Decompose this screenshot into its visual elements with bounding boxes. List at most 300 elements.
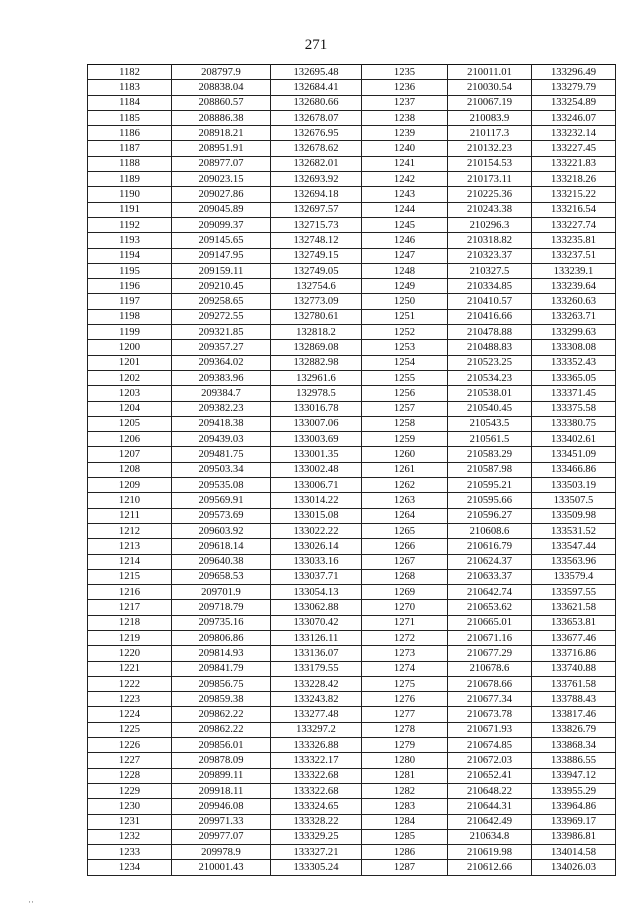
table-row [88,493,616,508]
x-coordinate-right: 210561.5 [448,432,532,447]
x-coordinate-left: 209859.38 [172,692,271,707]
x-coordinate-right: 210642.74 [448,585,532,600]
y-coordinate-left: 133062.88 [271,600,362,615]
point-number-right: 1269 [362,585,448,600]
table-row [88,80,616,95]
y-coordinate-left: 133015.08 [271,508,362,523]
x-coordinate-left: 208838.04 [172,80,271,95]
x-coordinate-left: 209718.79 [172,600,271,615]
y-coordinate-right: 133947.12 [532,768,616,783]
x-coordinate-right: 210608.6 [448,523,532,538]
table-row [88,661,616,676]
y-coordinate-left: 133322.68 [271,783,362,798]
x-coordinate-left: 209814.93 [172,646,271,661]
point-number-right: 1242 [362,172,448,187]
point-number-left: 1185 [88,110,172,125]
y-coordinate-left: 133305.24 [271,860,362,875]
point-number-left: 1221 [88,661,172,676]
x-coordinate-left: 209384.7 [172,386,271,401]
point-number-right: 1244 [362,202,448,217]
table-row [88,340,616,355]
point-number-left: 1202 [88,370,172,385]
y-coordinate-left: 133033.16 [271,554,362,569]
point-number-left: 1232 [88,829,172,844]
y-coordinate-right: 133232.14 [532,126,616,141]
x-coordinate-right: 210648.22 [448,783,532,798]
table-row [88,95,616,110]
point-number-left: 1218 [88,615,172,630]
x-coordinate-right: 210595.21 [448,478,532,493]
y-coordinate-right: 133279.79 [532,80,616,95]
y-coordinate-left: 133329.25 [271,829,362,844]
x-coordinate-right: 210323.37 [448,248,532,263]
x-coordinate-right: 210652.41 [448,768,532,783]
point-number-left: 1187 [88,141,172,156]
y-coordinate-right: 133886.55 [532,753,616,768]
coordinates-table-body [88,65,616,876]
x-coordinate-left: 209573.69 [172,508,271,523]
x-coordinate-right: 210673.78 [448,707,532,722]
x-coordinate-right: 210083.9 [448,110,532,125]
x-coordinate-right: 210478.88 [448,325,532,340]
point-number-right: 1282 [362,783,448,798]
x-coordinate-right: 210410.57 [448,294,532,309]
table-row [88,110,616,125]
x-coordinate-left: 209878.09 [172,753,271,768]
y-coordinate-left: 133070.42 [271,615,362,630]
x-coordinate-left: 209439.03 [172,432,271,447]
table-row [88,233,616,248]
point-number-left: 1217 [88,600,172,615]
y-coordinate-right: 133352.43 [532,355,616,370]
table-row [88,386,616,401]
point-number-right: 1276 [362,692,448,707]
point-number-left: 1188 [88,156,172,171]
x-coordinate-right: 210154.53 [448,156,532,171]
y-coordinate-right: 133239.1 [532,263,616,278]
x-coordinate-right: 210672.03 [448,753,532,768]
point-number-left: 1224 [88,707,172,722]
point-number-left: 1228 [88,768,172,783]
y-coordinate-left: 132693.92 [271,172,362,187]
point-number-right: 1239 [362,126,448,141]
x-coordinate-right: 210642.49 [448,814,532,829]
table-row [88,478,616,493]
point-number-left: 1225 [88,722,172,737]
table-row [88,738,616,753]
y-coordinate-left: 132882.98 [271,355,362,370]
table-row [88,126,616,141]
point-number-right: 1256 [362,386,448,401]
y-coordinate-right: 133621.58 [532,600,616,615]
point-number-left: 1229 [88,783,172,798]
x-coordinate-right: 210619.98 [448,845,532,860]
point-number-left: 1201 [88,355,172,370]
point-number-left: 1204 [88,401,172,416]
y-coordinate-right: 133509.98 [532,508,616,523]
y-coordinate-left: 132695.48 [271,65,362,80]
point-number-right: 1261 [362,462,448,477]
x-coordinate-right: 210677.29 [448,646,532,661]
x-coordinate-right: 210595.66 [448,493,532,508]
x-coordinate-left: 209899.11 [172,768,271,783]
y-coordinate-left: 132678.07 [271,110,362,125]
x-coordinate-left: 209569.91 [172,493,271,508]
x-coordinate-left: 208977.07 [172,156,271,171]
point-number-right: 1275 [362,676,448,691]
point-number-right: 1264 [362,508,448,523]
x-coordinate-left: 209862.22 [172,707,271,722]
point-number-left: 1182 [88,65,172,80]
x-coordinate-right: 210634.8 [448,829,532,844]
table-row [88,753,616,768]
x-coordinate-left: 209603.92 [172,523,271,538]
y-coordinate-right: 133254.89 [532,95,616,110]
y-coordinate-left: 132869.08 [271,340,362,355]
y-coordinate-right: 133653.81 [532,615,616,630]
x-coordinate-right: 210678.66 [448,676,532,691]
x-coordinate-left: 208860.57 [172,95,271,110]
x-coordinate-right: 210011.01 [448,65,532,80]
x-coordinate-right: 210534.23 [448,370,532,385]
y-coordinate-left: 133228.42 [271,676,362,691]
table-row [88,416,616,431]
point-number-left: 1215 [88,569,172,584]
y-coordinate-right: 133375.58 [532,401,616,416]
x-coordinate-left: 209321.85 [172,325,271,340]
table-row [88,600,616,615]
table-row [88,585,616,600]
y-coordinate-left: 133243.82 [271,692,362,707]
y-coordinate-right: 133826.79 [532,722,616,737]
point-number-left: 1200 [88,340,172,355]
point-number-left: 1189 [88,172,172,187]
point-number-left: 1223 [88,692,172,707]
y-coordinate-right: 133466.86 [532,462,616,477]
x-coordinate-right: 210225.36 [448,187,532,202]
x-coordinate-right: 210665.01 [448,615,532,630]
table-row [88,202,616,217]
y-coordinate-right: 133260.63 [532,294,616,309]
y-coordinate-left: 132818.2 [271,325,362,340]
y-coordinate-right: 133235.81 [532,233,616,248]
point-number-left: 1227 [88,753,172,768]
point-number-left: 1234 [88,860,172,875]
y-coordinate-left: 133001.35 [271,447,362,462]
x-coordinate-left: 209481.75 [172,447,271,462]
table-row [88,279,616,294]
y-coordinate-right: 133308.08 [532,340,616,355]
x-coordinate-left: 209971.33 [172,814,271,829]
y-coordinate-right: 133597.55 [532,585,616,600]
y-coordinate-right: 133817.46 [532,707,616,722]
table-row [88,722,616,737]
table-row [88,569,616,584]
x-coordinate-left: 210001.43 [172,860,271,875]
table-row [88,539,616,554]
point-number-right: 1284 [362,814,448,829]
table-row [88,187,616,202]
x-coordinate-left: 209382.23 [172,401,271,416]
x-coordinate-left: 209618.14 [172,539,271,554]
point-number-left: 1205 [88,416,172,431]
y-coordinate-left: 132682.01 [271,156,362,171]
table-row [88,156,616,171]
point-number-right: 1251 [362,309,448,324]
point-number-right: 1258 [362,416,448,431]
x-coordinate-right: 210633.37 [448,569,532,584]
y-coordinate-left: 132680.66 [271,95,362,110]
table-row [88,615,616,630]
table-row [88,355,616,370]
x-coordinate-left: 209159.11 [172,263,271,278]
y-coordinate-left: 133014.22 [271,493,362,508]
point-number-right: 1272 [362,630,448,645]
x-coordinate-right: 210674.85 [448,738,532,753]
point-number-right: 1273 [362,646,448,661]
x-coordinate-left: 209841.79 [172,661,271,676]
y-coordinate-left: 133277.48 [271,707,362,722]
point-number-left: 1197 [88,294,172,309]
point-number-right: 1250 [362,294,448,309]
x-coordinate-right: 210334.85 [448,279,532,294]
x-coordinate-right: 210540.45 [448,401,532,416]
table-row [88,462,616,477]
y-coordinate-left: 133322.17 [271,753,362,768]
y-coordinate-right: 133761.58 [532,676,616,691]
x-coordinate-right: 210653.62 [448,600,532,615]
point-number-left: 1195 [88,263,172,278]
table-row [88,263,616,278]
x-coordinate-right: 210583.29 [448,447,532,462]
point-number-right: 1286 [362,845,448,860]
table-row [88,676,616,691]
x-coordinate-left: 209856.75 [172,676,271,691]
point-number-right: 1267 [362,554,448,569]
point-number-left: 1194 [88,248,172,263]
y-coordinate-right: 133246.07 [532,110,616,125]
point-number-right: 1280 [362,753,448,768]
y-coordinate-right: 133507.5 [532,493,616,508]
x-coordinate-left: 209145.65 [172,233,271,248]
table-row [88,523,616,538]
y-coordinate-right: 133677.46 [532,630,616,645]
table-row [88,447,616,462]
point-number-right: 1252 [362,325,448,340]
table-row [88,294,616,309]
x-coordinate-right: 210587.98 [448,462,532,477]
table-row [88,630,616,645]
y-coordinate-left: 133179.55 [271,661,362,676]
y-coordinate-left: 132678.62 [271,141,362,156]
x-coordinate-right: 210327.5 [448,263,532,278]
point-number-right: 1255 [362,370,448,385]
point-number-left: 1233 [88,845,172,860]
x-coordinate-left: 209978.9 [172,845,271,860]
y-coordinate-left: 133324.65 [271,799,362,814]
x-coordinate-left: 208951.91 [172,141,271,156]
x-coordinate-left: 209357.27 [172,340,271,355]
y-coordinate-right: 133215.22 [532,187,616,202]
x-coordinate-left: 209045.89 [172,202,271,217]
y-coordinate-right: 133868.34 [532,738,616,753]
y-coordinate-right: 133740.88 [532,661,616,676]
point-number-right: 1253 [362,340,448,355]
x-coordinate-left: 209210.45 [172,279,271,294]
point-number-right: 1260 [362,447,448,462]
point-number-right: 1278 [362,722,448,737]
point-number-left: 1192 [88,217,172,232]
y-coordinate-right: 134026.03 [532,860,616,875]
point-number-right: 1268 [362,569,448,584]
x-coordinate-left: 209503.34 [172,462,271,477]
y-coordinate-left: 133326.88 [271,738,362,753]
y-coordinate-right: 133451.09 [532,447,616,462]
x-coordinate-left: 209272.55 [172,309,271,324]
x-coordinate-right: 210538.01 [448,386,532,401]
table-row [88,554,616,569]
table-row [88,401,616,416]
point-number-left: 1214 [88,554,172,569]
x-coordinate-left: 209806.86 [172,630,271,645]
x-coordinate-right: 210596.27 [448,508,532,523]
point-number-right: 1274 [362,661,448,676]
y-coordinate-right: 133547.44 [532,539,616,554]
x-coordinate-right: 210612.66 [448,860,532,875]
y-coordinate-left: 132780.61 [271,309,362,324]
y-coordinate-left: 132754.6 [271,279,362,294]
table-row [88,707,616,722]
table-row [88,141,616,156]
x-coordinate-left: 209023.15 [172,172,271,187]
point-number-left: 1212 [88,523,172,538]
y-coordinate-left: 133026.14 [271,539,362,554]
y-coordinate-right: 133237.51 [532,248,616,263]
scan-corner-mark: ·· [28,897,34,907]
y-coordinate-right: 133579.4 [532,569,616,584]
point-number-left: 1207 [88,447,172,462]
y-coordinate-right: 133788.43 [532,692,616,707]
point-number-right: 1285 [362,829,448,844]
y-coordinate-right: 133221.83 [532,156,616,171]
point-number-right: 1245 [362,217,448,232]
x-coordinate-right: 210678.6 [448,661,532,676]
y-coordinate-left: 133007.06 [271,416,362,431]
point-number-left: 1220 [88,646,172,661]
x-coordinate-left: 208797.9 [172,65,271,80]
y-coordinate-left: 133006.71 [271,478,362,493]
y-coordinate-left: 132773.09 [271,294,362,309]
table-row [88,309,616,324]
point-number-right: 1281 [362,768,448,783]
x-coordinate-left: 209735.16 [172,615,271,630]
point-number-left: 1198 [88,309,172,324]
y-coordinate-right: 133263.71 [532,309,616,324]
x-coordinate-left: 209658.53 [172,569,271,584]
y-coordinate-right: 133296.49 [532,65,616,80]
y-coordinate-left: 133327.21 [271,845,362,860]
y-coordinate-left: 133037.71 [271,569,362,584]
y-coordinate-left: 132694.18 [271,187,362,202]
point-number-left: 1210 [88,493,172,508]
point-number-right: 1247 [362,248,448,263]
table-row [88,325,616,340]
y-coordinate-left: 132749.15 [271,248,362,263]
x-coordinate-left: 209701.9 [172,585,271,600]
y-coordinate-right: 133955.29 [532,783,616,798]
point-number-right: 1279 [362,738,448,753]
point-number-right: 1238 [362,110,448,125]
point-number-right: 1248 [362,263,448,278]
page-number: 271 [304,37,328,53]
table-row [88,248,616,263]
point-number-left: 1183 [88,80,172,95]
x-coordinate-right: 210671.93 [448,722,532,737]
x-coordinate-left: 209099.37 [172,217,271,232]
x-coordinate-right: 210677.34 [448,692,532,707]
point-number-right: 1257 [362,401,448,416]
coordinates-table [87,64,616,876]
table-row [88,783,616,798]
x-coordinate-left: 209640.38 [172,554,271,569]
point-number-left: 1209 [88,478,172,493]
x-coordinate-left: 209027.86 [172,187,271,202]
point-number-left: 1230 [88,799,172,814]
point-number-left: 1211 [88,508,172,523]
y-coordinate-right: 133563.96 [532,554,616,569]
x-coordinate-right: 210644.31 [448,799,532,814]
y-coordinate-left: 133126.11 [271,630,362,645]
point-number-right: 1249 [362,279,448,294]
x-coordinate-right: 210624.37 [448,554,532,569]
point-number-right: 1240 [362,141,448,156]
x-coordinate-right: 210488.83 [448,340,532,355]
y-coordinate-right: 133402.61 [532,432,616,447]
x-coordinate-right: 210132.23 [448,141,532,156]
table-row [88,432,616,447]
point-number-right: 1283 [362,799,448,814]
point-number-left: 1216 [88,585,172,600]
table-row [88,217,616,232]
point-number-left: 1222 [88,676,172,691]
point-number-right: 1287 [362,860,448,875]
x-coordinate-left: 209946.08 [172,799,271,814]
point-number-right: 1271 [362,615,448,630]
x-coordinate-left: 209147.95 [172,248,271,263]
x-coordinate-right: 210543.5 [448,416,532,431]
table-row [88,799,616,814]
table-row [88,814,616,829]
x-coordinate-right: 210523.25 [448,355,532,370]
point-number-left: 1208 [88,462,172,477]
x-coordinate-left: 209856.01 [172,738,271,753]
x-coordinate-left: 209364.02 [172,355,271,370]
x-coordinate-right: 210117.3 [448,126,532,141]
x-coordinate-right: 210616.79 [448,539,532,554]
x-coordinate-left: 209535.08 [172,478,271,493]
table-row [88,65,616,80]
table-row [88,370,616,385]
point-number-left: 1206 [88,432,172,447]
y-coordinate-right: 133216.54 [532,202,616,217]
table-row [88,768,616,783]
x-coordinate-left: 209977.07 [172,829,271,844]
point-number-right: 1270 [362,600,448,615]
point-number-right: 1263 [362,493,448,508]
x-coordinate-right: 210030.54 [448,80,532,95]
y-coordinate-right: 133365.05 [532,370,616,385]
point-number-left: 1231 [88,814,172,829]
